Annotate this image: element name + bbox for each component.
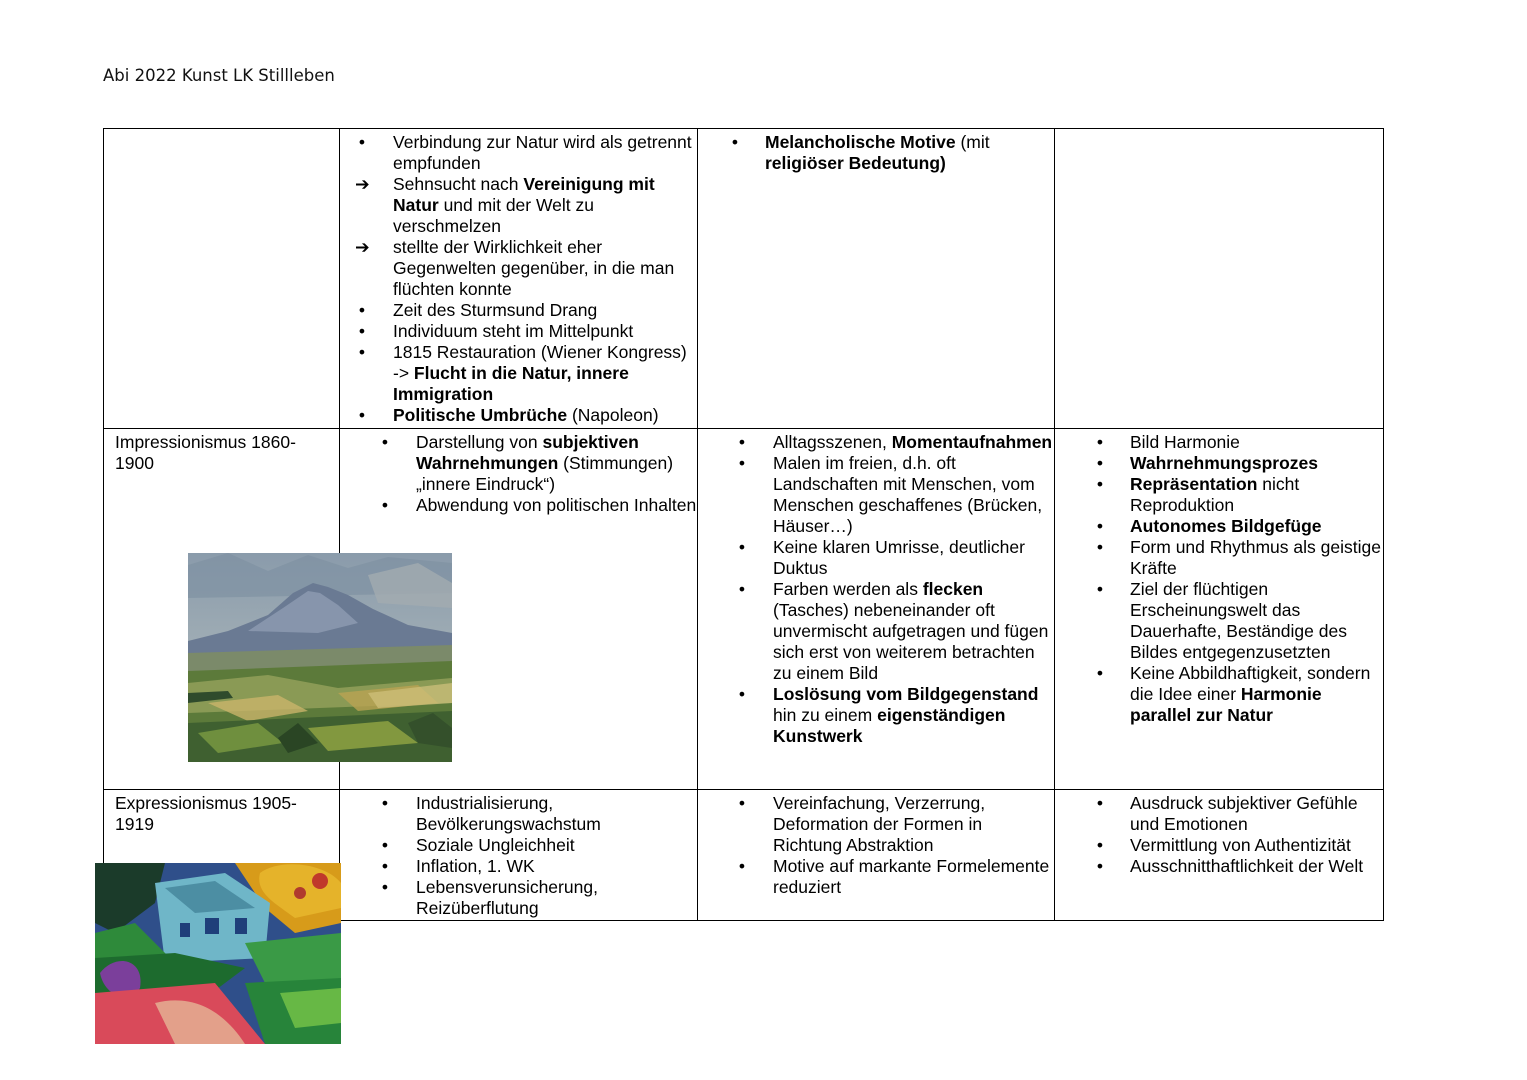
bullet-icon: • [1096, 793, 1104, 813]
bold-text: subjektiven Wahrnehmungen [416, 432, 639, 473]
row3-context-cell [340, 790, 697, 919]
list-item [698, 793, 1054, 856]
list-item [1055, 793, 1383, 835]
bullet-icon: • [381, 432, 389, 452]
row3-motives-list [698, 793, 1054, 898]
list-item [1055, 835, 1383, 856]
text: Malen im freien, d.h. oft Landschaften mit Menschen, vom Menschen geschaffenes (Brücken, Häuser…) [773, 453, 1043, 536]
row2-context-cell [340, 429, 697, 516]
text: (Stimmungen) „innere Eindruck“) [416, 453, 674, 494]
bullet-icon: • [358, 132, 366, 152]
list-item [698, 537, 1054, 579]
row1-context-cell [340, 129, 697, 426]
text: (Napoleon) [567, 405, 659, 425]
list-item [340, 342, 697, 405]
row2-intent-list [1055, 432, 1383, 726]
list-item [698, 432, 1054, 453]
list-item [1055, 474, 1383, 516]
list-item [698, 856, 1054, 898]
list-item [340, 405, 697, 426]
list-item [1055, 663, 1383, 726]
arrow-bullet-icon: ➔ [355, 174, 370, 194]
text: Vermittlung von Authentizität [1130, 835, 1351, 855]
row2-intent-cell [1055, 429, 1383, 726]
expressionist-painting-image [95, 863, 341, 1044]
text: Abwendung von politischen Inhalten [416, 495, 697, 515]
bullet-icon: • [1096, 432, 1104, 452]
bullet-icon: • [738, 684, 746, 704]
list-item [340, 132, 697, 174]
list-item [340, 856, 697, 877]
list-item [698, 684, 1054, 747]
bold-text: Politische Umbrüche [393, 405, 568, 425]
list-item [340, 237, 697, 300]
arrow-bullet-icon: ➔ [355, 237, 370, 257]
row2-motives-cell [698, 429, 1054, 747]
impressionist-landscape-painting [188, 553, 452, 762]
text: Form und Rhythmus als geistige Kräfte [1130, 537, 1381, 578]
bullet-icon: • [381, 877, 389, 897]
bullet-icon: • [358, 405, 366, 425]
list-item [698, 453, 1054, 537]
row2-context-list [340, 432, 697, 516]
bold-text: Melancholische Motive [765, 132, 956, 152]
bold-text: Vereinigung mit Natur [393, 174, 655, 215]
text: Bild Harmonie [1130, 432, 1240, 452]
bold-text: Harmonie parallel zur Natur [1130, 684, 1322, 725]
bullet-icon: • [381, 835, 389, 855]
list-item [1055, 537, 1383, 579]
text: Individuum steht im Mittelpunkt [393, 321, 634, 341]
bullet-icon: • [358, 300, 366, 320]
row3-intent-list [1055, 793, 1383, 877]
list-item [1055, 579, 1383, 663]
bullet-icon: • [738, 537, 746, 557]
bullet-icon: • [381, 793, 389, 813]
bold-text: Loslösung vom Bildgegenstand [773, 684, 1039, 704]
row2-motives-list [698, 432, 1054, 747]
text: Verbindung zur Natur wird als getrennt empfunden [393, 132, 692, 173]
text: 1815 Restauration (Wiener Kongress) -> [393, 342, 687, 383]
row3-context-list [340, 793, 697, 919]
bullet-icon: • [738, 856, 746, 876]
bold-text: Autonomes Bildgefüge [1130, 516, 1322, 536]
list-item [340, 877, 697, 919]
bullet-icon: • [1096, 516, 1104, 536]
text: Alltagsszenen, [773, 432, 892, 452]
list-item [340, 321, 697, 342]
bullet-icon: • [1096, 663, 1104, 683]
list-item [1055, 432, 1383, 453]
row1-context-list [340, 132, 697, 426]
bold-text: Momentaufnahmen [891, 432, 1053, 452]
text: Vereinfachung, Verzerrung, Deformation der Formen in Richtung Abstraktion [773, 793, 986, 855]
text: stellte der Wirklichkeit eher Gegenwelten gegenüber, in die man flüchten konnte [393, 237, 675, 299]
bullet-icon: • [381, 856, 389, 876]
bold-text: flecken [922, 579, 984, 599]
bullet-icon: • [738, 453, 746, 473]
row3-motives-cell [698, 790, 1054, 898]
bullet-icon: • [358, 342, 366, 362]
text: Darstellung von [416, 432, 543, 452]
text: und mit der Welt zu verschmelzen [393, 195, 594, 236]
bullet-icon: • [1096, 474, 1104, 494]
bold-text: Wahrnehmungsprozes [1130, 453, 1318, 473]
list-item [340, 300, 697, 321]
bullet-icon: • [738, 793, 746, 813]
bullet-icon: • [731, 132, 739, 152]
text: Keine Abbildhaftigkeit, sondern die Idee einer [1130, 663, 1371, 704]
row3-intent-cell [1055, 790, 1383, 877]
bold-text: Flucht in die Natur, innere Immigration [393, 363, 629, 404]
text: Farben werden als [773, 579, 923, 599]
bullet-icon: • [738, 432, 746, 452]
text: Sehnsucht nach [393, 174, 524, 194]
bullet-icon: • [1096, 856, 1104, 876]
text: (Tasches) nebeneinander oft unvermischt aufgetragen und fügen sich erst von weiterem betrachten zu einem Bild [773, 600, 1049, 683]
row1-motives-list [698, 132, 1054, 174]
bullet-icon: • [1096, 579, 1104, 599]
text: Soziale Ungleichheit [416, 835, 575, 855]
bullet-icon: • [1096, 537, 1104, 557]
text: nicht Reproduktion [1130, 474, 1300, 515]
list-item [698, 132, 1054, 174]
text: Motive auf markante Formelemente reduziert [773, 856, 1050, 897]
text: Keine klaren Umrisse, deutlicher Duktus [773, 537, 1025, 578]
bullet-icon: • [1096, 835, 1104, 855]
bold-text: eigenständigen Kunstwerk [773, 705, 1006, 746]
list-item [340, 174, 697, 237]
expressionist-painting [95, 863, 341, 1044]
bullet-icon: • [738, 579, 746, 599]
bullet-icon: • [1096, 453, 1104, 473]
bold-text: religiöser Bedeutung) [765, 153, 946, 173]
list-item [1055, 516, 1383, 537]
era-label-expressionismus: Expressionismus 1905-1919 [115, 793, 297, 834]
bullet-icon: • [358, 321, 366, 341]
text: Ausdruck subjektiver Gefühle und Emotionen [1130, 793, 1358, 834]
text: Zeit des Sturmsund Drang [393, 300, 598, 320]
era-label-impressionismus: Impressionismus 1860-1900 [115, 432, 296, 473]
list-item [340, 495, 697, 516]
text: Lebensverunsicherung, Reizüberflutung [416, 877, 598, 918]
list-item [1055, 453, 1383, 474]
list-item [1055, 856, 1383, 877]
landscape-painting-image [188, 553, 452, 762]
list-item [698, 579, 1054, 684]
list-item [340, 793, 697, 835]
text: (mit [955, 132, 990, 152]
bullet-icon: • [381, 495, 389, 515]
text: Industrialisierung, Bevölkerungswachstum [416, 793, 601, 834]
text: Ausschnitthaftlichkeit der Welt [1130, 856, 1364, 876]
bold-text: Repräsentation [1130, 474, 1258, 494]
page-header-title: Abi 2022 Kunst LK Stillleben [103, 66, 335, 85]
text: hin zu einem [773, 705, 878, 725]
text: Ziel der flüchtigen Erscheinungswelt das Dauerhafte, Beständige des Bildes entgegenzusetzten [1130, 579, 1347, 662]
list-item [340, 432, 697, 495]
text: Inflation, 1. WK [416, 856, 535, 876]
row1-motives-cell [698, 129, 1054, 174]
list-item [340, 835, 697, 856]
